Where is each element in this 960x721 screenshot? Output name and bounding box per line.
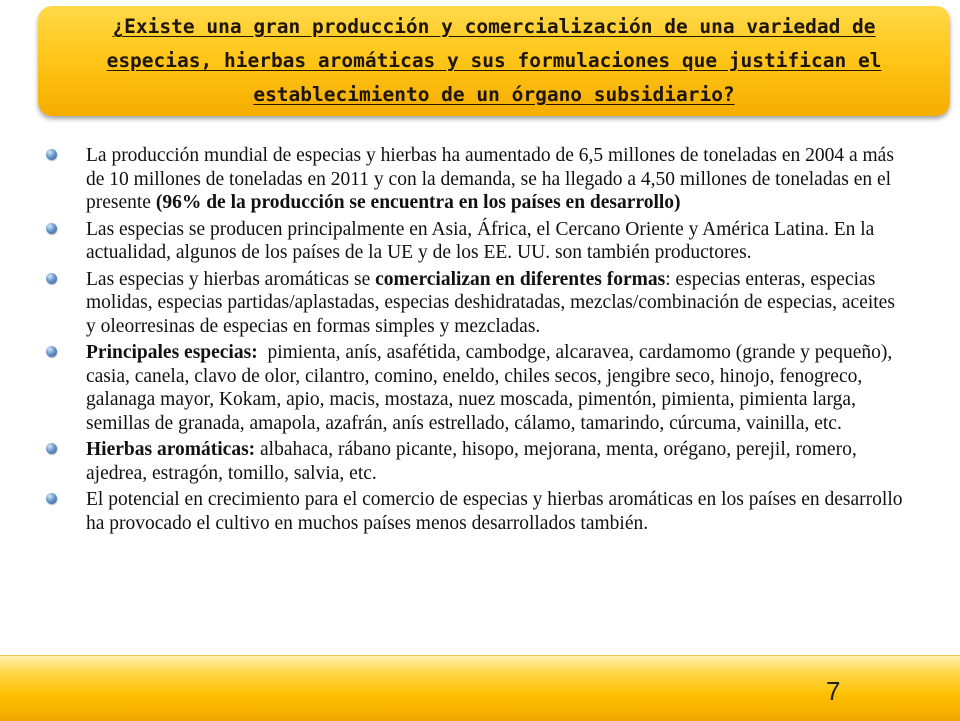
bullet-text: Las especias se producen principalmente en Asia, África, el Cercano Oriente y América Latina. En la actualidad, algunos de los países de la UE y de los EE. UU. son también productores. [86,218,875,263]
bullet-sphere-icon [46,443,57,454]
bullet-text-continued: pimienta, anís, asafétida, cambodge, alcaravea, cardamomo (grande y pequeño), casia, canela, clavo de olor, cilantro, comino, eneldo, chiles secos, jengibre seco, hinojo, fenogreco, galanaga mayor, Kokam, apio, macis, mostaza, nuez moscada, pimentón, pimienta, pimienta larga, semillas de granada, amapola, azafrán, anís estrellado, cálamo, tamarindo, cúrcuma, vainilla, etc. [86,342,898,434]
slide-title-banner [38,6,950,116]
bullet-list [44,144,904,538]
bullet-bold-text: comercializan en diferentes formas [375,268,666,290]
bullet-item-regions [44,218,904,265]
slide-title: ¿Existe una gran producción y comercialización de una variedad de especias, hierbas aromáticas y sus formulaciones que justifican el establecimiento de un órgano subsidiario? [106,15,882,106]
bullet-text: El potencial en crecimiento para el comercio de especias y hierbas aromáticas en los países en desarrollo ha provocado el cultivo en muchos países menos desarrollados también. [86,489,903,534]
bullet-item-herbs [44,438,904,485]
footer-bar [0,655,960,721]
bullet-item-production [44,144,904,215]
bullet-sphere-icon [46,223,57,234]
bullet-item-forms [44,268,904,339]
bullet-bold-text: Hierbas aromáticas: [86,439,256,460]
bullet-item-potential [44,488,904,535]
page-number: 7 [826,676,841,706]
bullet-text: Las especias y hierbas aromáticas se [86,268,376,290]
bullet-sphere-icon [46,346,57,357]
bullet-text: La producción mundial de especias y hierbas ha aumentado de 6,5 millones de toneladas en 2004 a más de 10 millones de toneladas en 2011 y con la demanda, se ha llegado a 4,50 millones de toneladas en el presente [86,145,894,213]
bullet-text-continued: albahaca, rábano picante, hisopo, mejorana, menta, orégano, perejil, romero, ajedrea, estragón, tomillo, salvia, etc. [86,439,857,484]
bullet-bold-text: (96% de la producción se encuentra en los países en desarrollo) [155,192,681,213]
bullet-sphere-icon [46,273,57,284]
bullet-sphere-icon [46,149,57,160]
bullet-item-main-spices [44,341,904,435]
bullet-text-continued: : especias enteras, especias molidas, especias partidas/aplastadas, especias deshidratadas, mezclas/combinación de especias, aceites y oleorresinas de especias en formas simples y mezcladas. [86,268,895,337]
bullet-sphere-icon [46,493,57,504]
bullet-bold-text: Principales especias: [86,342,258,363]
